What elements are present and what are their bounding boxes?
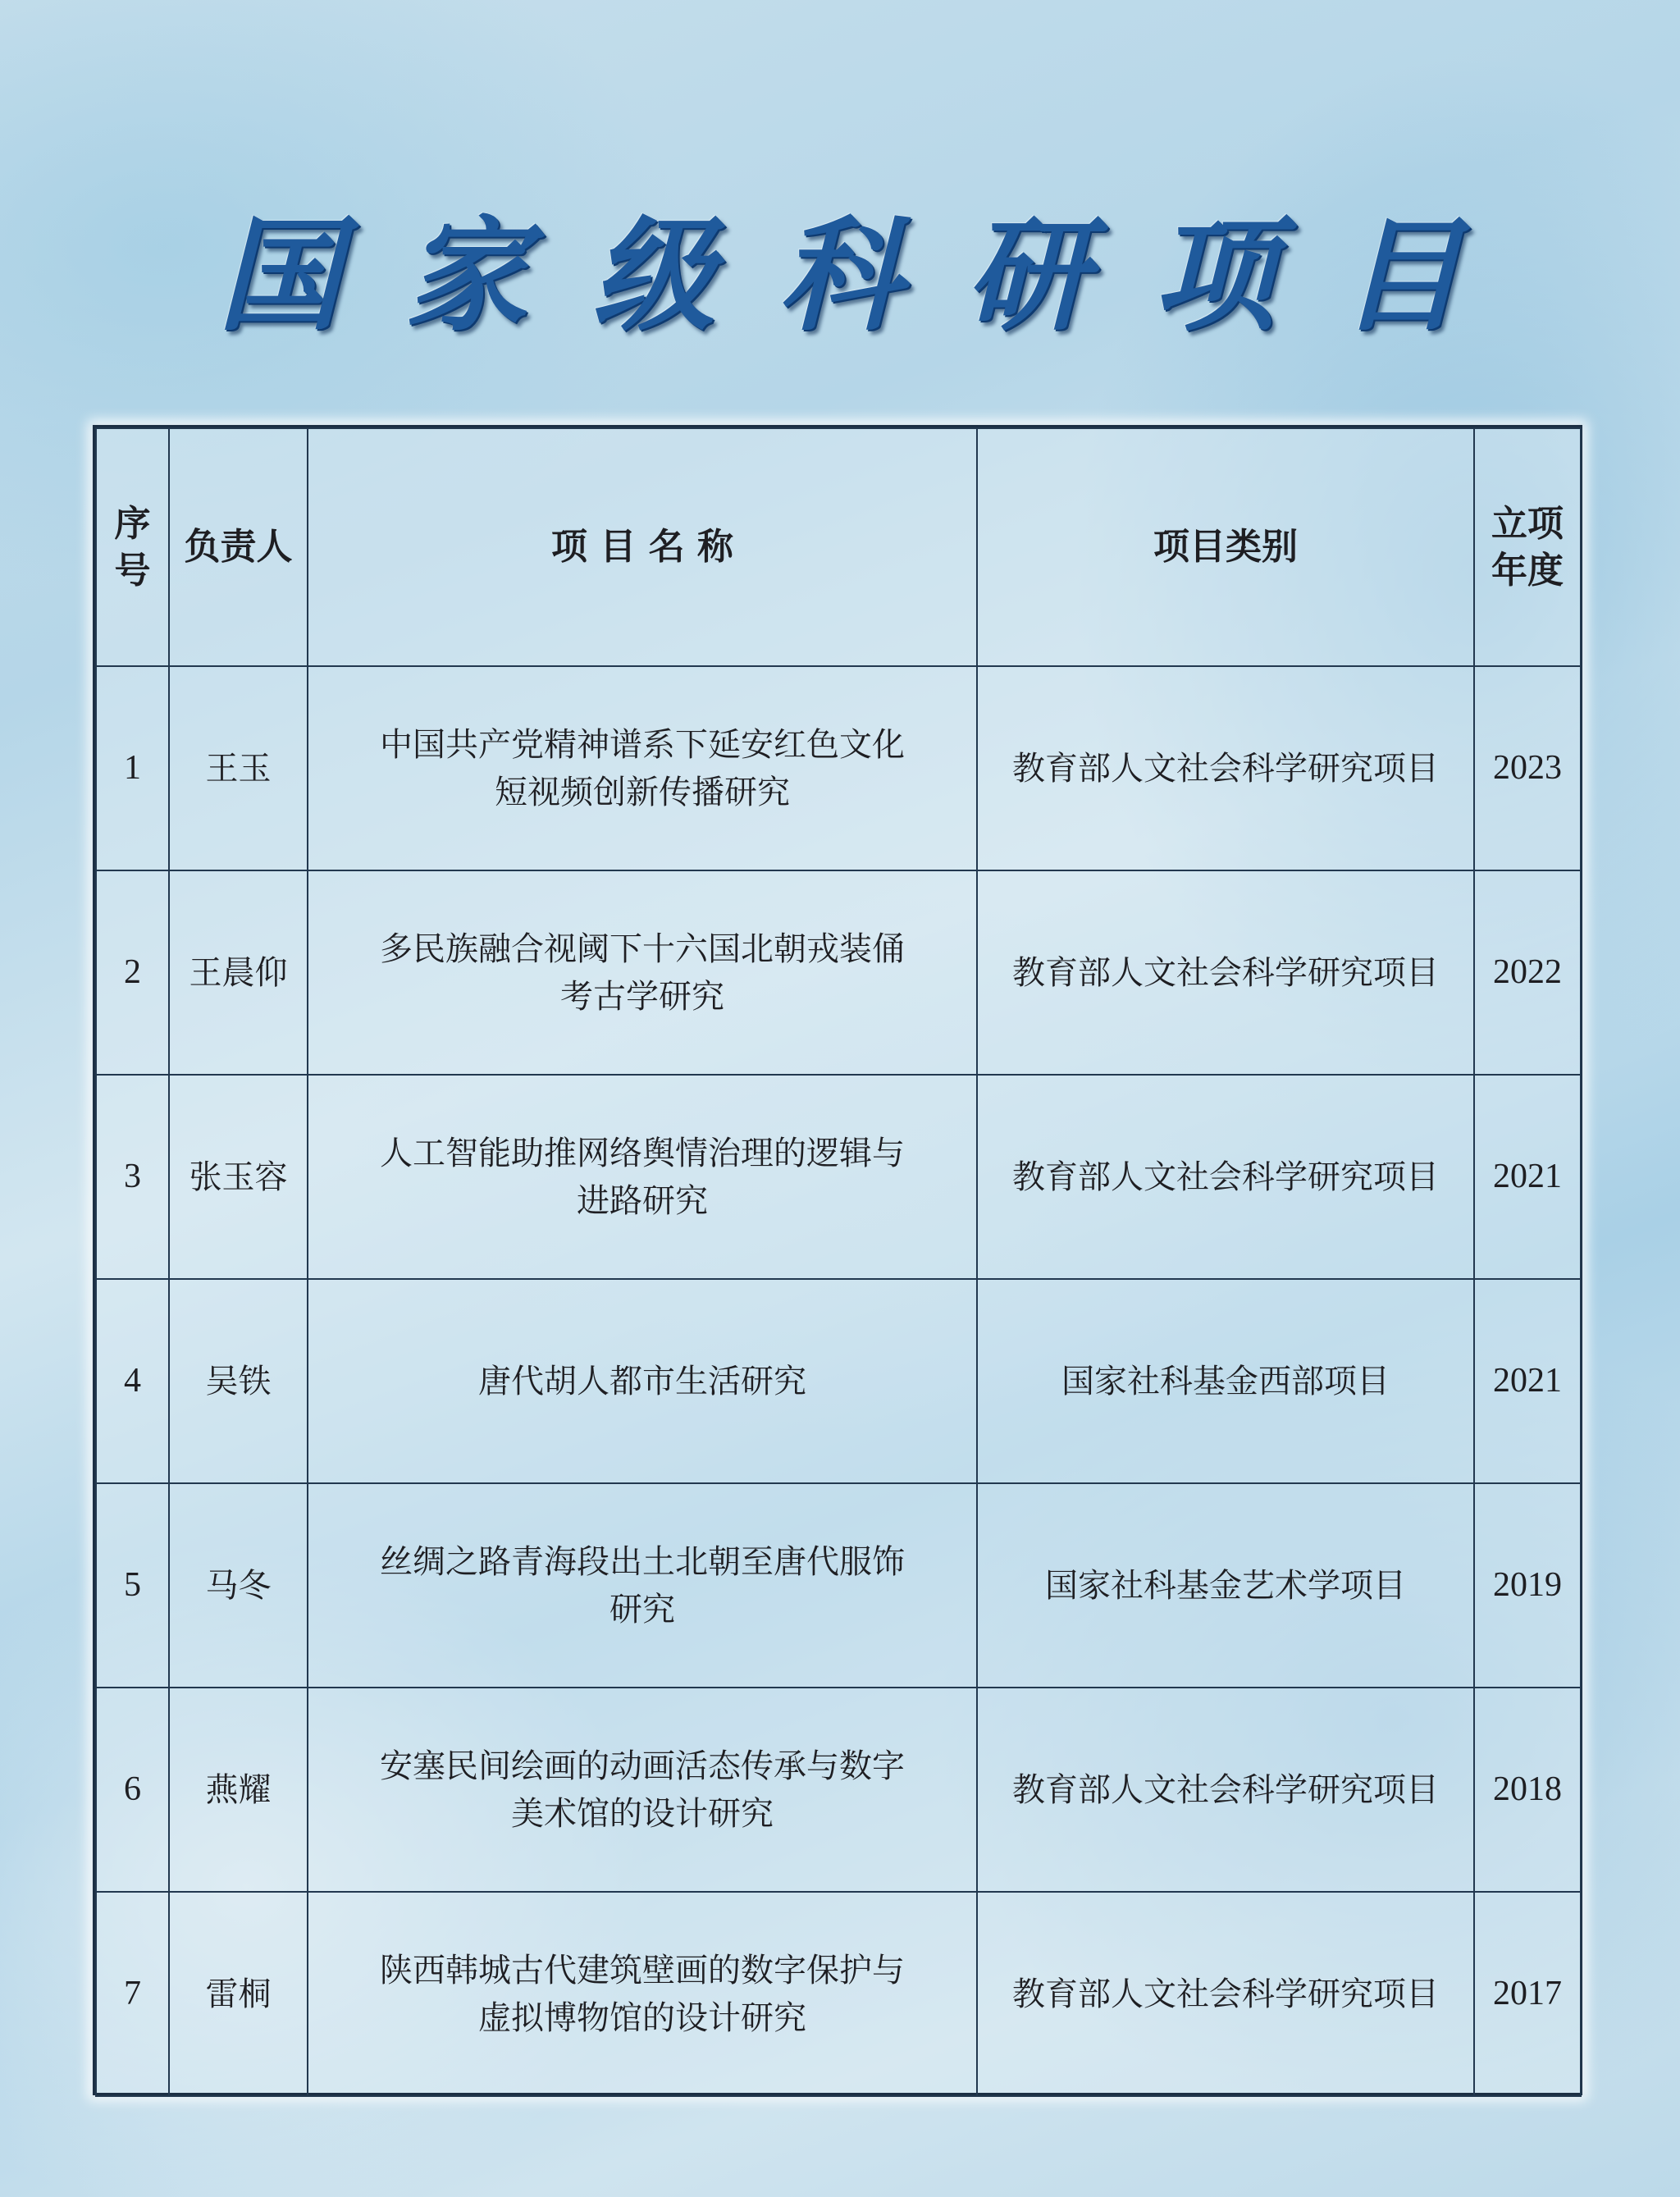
cell-year: 2021 <box>1474 1075 1581 1279</box>
cell-index: 6 <box>96 1688 169 1892</box>
cell-project-name <box>308 1483 977 1688</box>
cell-year: 2018 <box>1474 1688 1581 1892</box>
table-row <box>96 666 1581 870</box>
cell-category: 教育部人文社会科学研究项目 <box>977 1892 1474 2096</box>
header-year-line1: 立项 <box>1491 502 1564 545</box>
cell-category: 国家社科基金西部项目 <box>977 1279 1474 1483</box>
table-row <box>96 1075 1581 1279</box>
cell-year: 2021 <box>1474 1279 1581 1483</box>
header-index-line2: 号 <box>114 550 151 592</box>
cell-project-name <box>308 1892 977 2096</box>
cell-project-name <box>308 666 977 870</box>
cell-index: 7 <box>96 1892 169 2096</box>
cell-project-name <box>308 870 977 1075</box>
cell-project-name-line1: 丝绸之路青海段出土北朝至唐代服饰 <box>380 1542 905 1581</box>
table-row <box>96 1688 1581 1892</box>
header-category: 项目类别 <box>977 428 1474 666</box>
cell-index: 1 <box>96 666 169 870</box>
cell-index: 2 <box>96 870 169 1075</box>
cell-year: 2023 <box>1474 666 1581 870</box>
cell-category: 教育部人文社会科学研究项目 <box>977 666 1474 870</box>
cell-index: 4 <box>96 1279 169 1483</box>
header-index-line1: 序 <box>114 502 151 545</box>
cell-leader: 燕耀 <box>169 1688 308 1892</box>
cell-leader: 王玉 <box>169 666 308 870</box>
cell-year: 2019 <box>1474 1483 1581 1688</box>
cell-project-name <box>308 1279 977 1483</box>
cell-year: 2017 <box>1474 1892 1581 2096</box>
table-row <box>96 870 1581 1075</box>
header-year <box>1474 428 1581 666</box>
table-row <box>96 1483 1581 1688</box>
cell-leader: 雷桐 <box>169 1892 308 2096</box>
cell-project-name-line1: 人工智能助推网络舆情治理的逻辑与 <box>380 1134 905 1172</box>
page-title: 国家级科研项目 <box>217 203 1527 348</box>
cell-index: 3 <box>96 1075 169 1279</box>
cell-category: 教育部人文社会科学研究项目 <box>977 1688 1474 1892</box>
cell-project-name-line1: 陕西韩城古代建筑壁画的数字保护与 <box>380 1951 905 1989</box>
cell-category: 国家社科基金艺术学项目 <box>977 1483 1474 1688</box>
table-row <box>96 1892 1581 2096</box>
cell-leader: 马冬 <box>169 1483 308 1688</box>
header-index <box>96 428 169 666</box>
cell-leader: 王晨仰 <box>169 870 308 1075</box>
cell-project-name-line2: 考古学研究 <box>560 977 724 1016</box>
table-header-row <box>96 428 1581 666</box>
cell-project-name-line1: 中国共产党精神谱系下延安红色文化 <box>380 725 905 764</box>
cell-year: 2022 <box>1474 870 1581 1075</box>
header-year-line2: 年度 <box>1491 550 1564 592</box>
header-leader: 负责人 <box>169 428 308 666</box>
cell-category: 教育部人文社会科学研究项目 <box>977 870 1474 1075</box>
cell-index: 5 <box>96 1483 169 1688</box>
cell-project-name <box>308 1688 977 1892</box>
cell-project-name-line1: 安塞民间绘画的动画活态传承与数字 <box>380 1747 905 1785</box>
cell-category: 教育部人文社会科学研究项目 <box>977 1075 1474 1279</box>
cell-project-name <box>308 1075 977 1279</box>
cell-project-name-line2: 研究 <box>609 1590 675 1628</box>
cell-project-name-line2: 进路研究 <box>577 1181 708 1220</box>
cell-leader: 张玉容 <box>169 1075 308 1279</box>
cell-project-name-line1: 唐代胡人都市生活研究 <box>478 1362 806 1400</box>
table-row <box>96 1279 1581 1483</box>
cell-project-name-line2: 美术馆的设计研究 <box>511 1794 774 1833</box>
projects-table <box>95 427 1582 2097</box>
cell-project-name-line2: 短视频创新传播研究 <box>495 773 790 811</box>
projects-table-container <box>93 425 1582 2095</box>
cell-leader: 吴铁 <box>169 1279 308 1483</box>
cell-project-name-line2: 虚拟博物馆的设计研究 <box>478 1998 806 2037</box>
cell-project-name-line1: 多民族融合视阈下十六国北朝戎装俑 <box>380 930 905 968</box>
header-name: 项 目 名 称 <box>308 428 977 666</box>
